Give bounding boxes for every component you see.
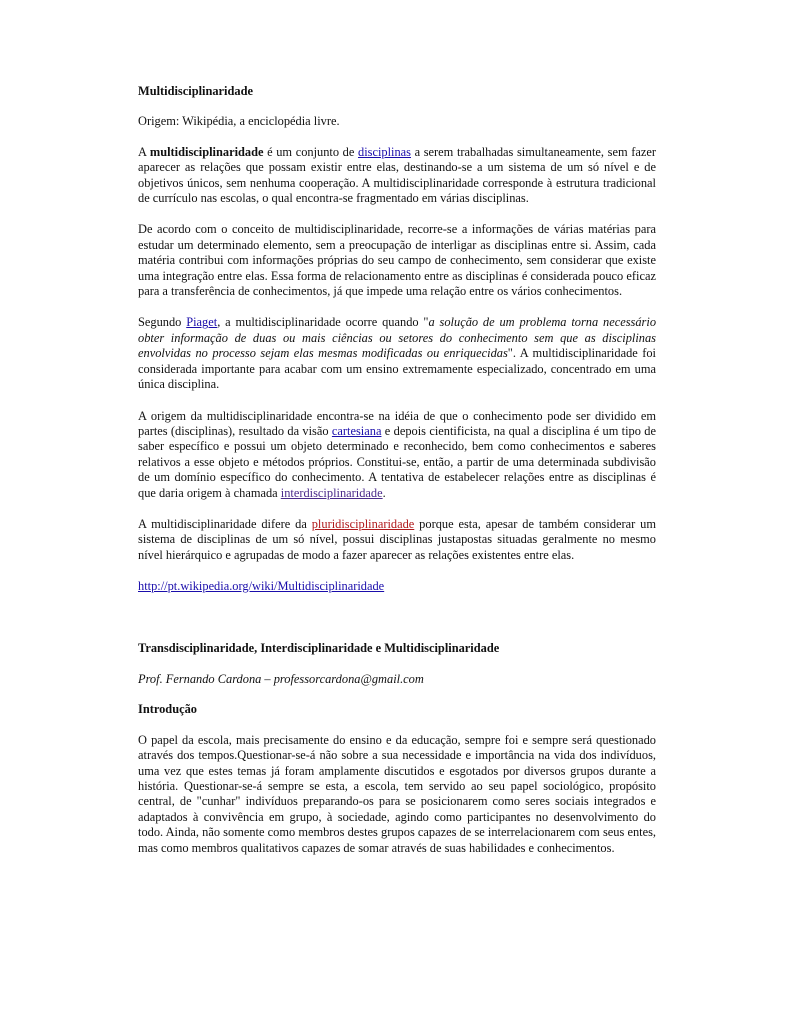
source-url-link[interactable]: http://pt.wikipedia.org/wiki/Multidisciplinaridade <box>138 579 385 594</box>
text-segment: e depois cientificista, na qual a disciplina é um tipo de saber específico e possui um objeto determinado e reconhecido, bem como conhecimentos e saberes relativos a esse objeto e métodos próprios. Constitui-se, então, a partir de uma determinada subdivisão de um domínio específico do conhecimento. A tentativa de estabelecer relações entre as disciplinas é que daria origem à chamada <box>138 423 656 500</box>
section2-title: Transdisciplinaridade, Interdisciplinaridade e Multidisciplinaridade <box>138 640 500 655</box>
text-segment: A <box>138 144 150 159</box>
text-segment: Segundo <box>138 315 187 330</box>
paragraph-1 <box>138 145 656 207</box>
link-piaget[interactable]: Piaget <box>186 315 218 330</box>
text-segment: A origem da multidisciplinaridade encontra-se na idéia de que o conhecimento pode ser dividido em partes (disciplinas), resultado da visão <box>138 408 656 438</box>
author-line: Prof. Fernando Cardona – professorcardona@gmail.com <box>138 671 424 686</box>
origin-line: Origem: Wikipédia, a enciclopédia livre. <box>138 114 340 129</box>
document-page <box>138 84 656 856</box>
text-segment: ". A multidisciplinaridade foi considerada importante para acabar com um ensino extremamente especializado, concentrado em uma única disciplina. <box>138 346 656 392</box>
source-url-line <box>138 579 656 594</box>
link-cartesiana[interactable]: cartesiana <box>331 423 382 438</box>
link-disciplinas[interactable]: disciplinas <box>358 144 411 159</box>
text-segment: porque esta, apesar de também considerar um sistema de disciplinas de um só nível, possui disciplinas justapostas situadas geralmente no mesmo nível hierárquico e agrupadas de modo a fazer aparecer as relações existentes entre elas. <box>138 516 656 562</box>
paragraph-3 <box>138 315 656 392</box>
text-segment: é um conjunto de <box>263 144 358 159</box>
paragraph-2: De acordo com o conceito de multidisciplinaridade, recorre-se a informações de várias matérias para estudar um determinado elemento, sem a preocupação de interligar as disciplinas entre si. Assim, cada matéria contribui com informações próprias do seu campo de conhecimento, sem considerar que existe uma integração entre elas. Essa forma de relacionamento entre as disciplinas é considerada pouco eficaz para a transferência de conhecimentos, já que impede uma relação entre os vários conhecimentos. <box>138 222 656 299</box>
link-interdisciplinaridade[interactable]: interdisciplinaridade <box>280 485 383 500</box>
text-segment: A multidisciplinaridade difere da <box>138 516 312 531</box>
link-pluridisciplinaridade[interactable]: pluridisciplinaridade <box>311 516 415 531</box>
bold-term: multidisciplinaridade <box>149 144 264 159</box>
paragraph-4 <box>138 409 656 501</box>
text-segment: , a multidisciplinaridade ocorre quando " <box>217 315 429 330</box>
section2-heading: Introdução <box>138 702 197 717</box>
text-segment: . <box>382 485 386 500</box>
section2-paragraph-1: O papel da escola, mais precisamente do ensino e da educação, sempre foi e sempre será questionado através dos tempos.Questionar-se-á não sobre a sua necessidade e importância na vida dos indivíduos, uma vez que estes temas já foram amplamente discutidos e esgotados por diversos grupos durante a história. Questionar-se-á sempre se esta, a escola, tem servido ao seu papel sociológico, propósito central, de "cunhar" indivíduos preparando-os para se posicionarem como seres sociais integrados e adaptados à convivência em grupo, à sociedade, agindo como participantes no desenvolvimento do todo. Ainda, não somente como membros destes grupos capazes de se interrelacionarem com seus entes, mas como membros qualitativos capazes de somar através de suas habilidades e conhecimentos. <box>138 732 656 855</box>
quote-italic: a solução de um problema torna necessário obter informação de duas ou mais ciências ou setores do conhecimento sem que as disciplinas envolvidas no processo sejam elas mesmas modificadas ou enriquecidas <box>138 315 657 361</box>
text-segment: a serem trabalhadas simultaneamente, sem fazer aparecer as relações que possam existir entre elas, destinando-se a um sistema de um só nível e de objetivos únicos, sem nenhuma cooperação. A multidisciplinaridade corresponde à estrutura tradicional de currículo nas escolas, o qual encontra-se fragmentado em várias disciplinas. <box>138 144 656 206</box>
section-title: Multidisciplinaridade <box>138 84 253 98</box>
paragraph-5 <box>138 517 656 563</box>
